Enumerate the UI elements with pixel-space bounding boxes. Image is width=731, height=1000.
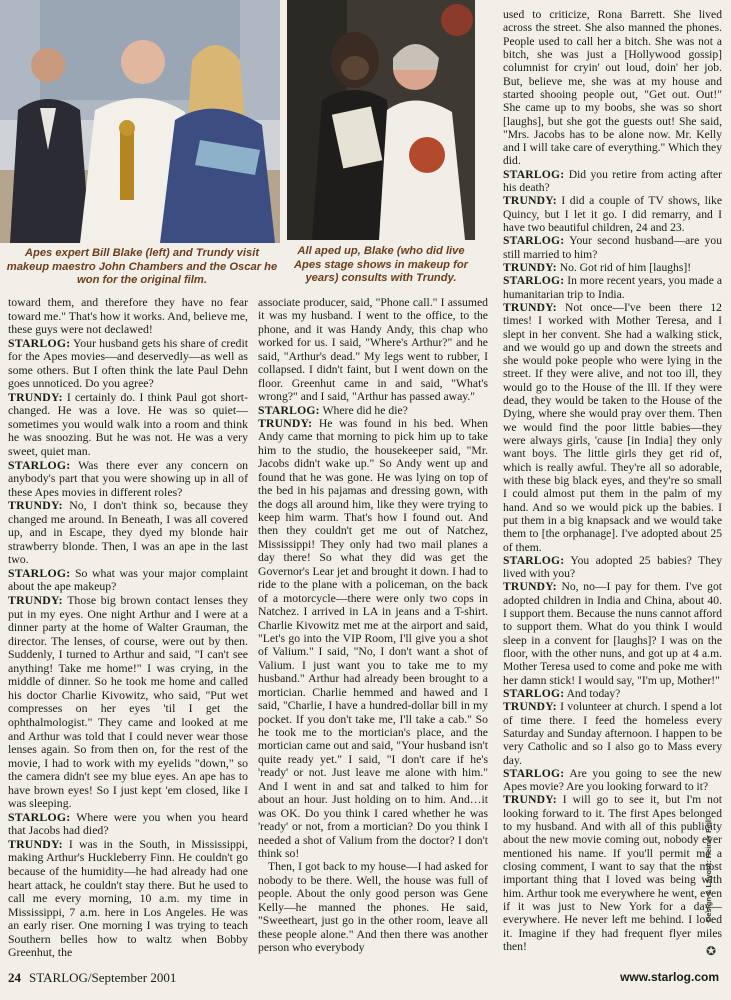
paragraph-text: Then, I got back to my house—I had asked for nobody to be there. Well, the house was full of people. About the only good person was Gene Kelly—he manned the phones. He said, "Sweetheart, just go in the other room, leave all these people alone." And then there was another person who everybody xyxy=(258,860,488,954)
speaker-label: STARLOG: xyxy=(8,809,71,824)
website-url[interactable]: www.starlog.com xyxy=(620,970,719,984)
speaker-label: STARLOG: xyxy=(8,457,71,472)
paragraph-text: I will go to see it, but I'm not looking forward to it. The first Apes belonged to my husband. And with all of this publicity about the new movie coming out, nobody ever mentioned his name. If you'll permit me a closing comment, I want to say that the most important thing that I loved was being with him. Arthur took me everywhere he went, even if it was just to New York for a day—everywhere. He never left me behind. I loved it. Imagine if they had frequent flyer miles then! xyxy=(503,793,722,953)
paragraph-text: Not once—I've been there 12 times! I worked with Mother Teresa, and I slept in her convent. She had a walking stick, and we would go up and down the streets and she would poke people who were lying in the street. If they were alive, and not too ill, they would go to the House of the Ill. If they were dead, they would be taken to the House of the Dying, where she would pray over them. Then we would find the poor little babies—they were always girls, 'cause [in India] they only want boys. The little girls they get rid of, which is really awful. They're all so adorable, with these big black eyes, and they're so small I could almost put them in the palm of my hand. And so we would pick up the babies. I put them in a big knapsack and we would take them to [the orphanage]. I've adopted about 25 of them. xyxy=(503,300,722,554)
article-paragraph xyxy=(503,8,722,168)
paragraph-text: I certainly do. I think Paul got short-changed. He was a love. He was so quiet—sometimes you would walk into a room and think he was snoozing. But he was not. He was a very sweet, quiet man. xyxy=(8,389,248,459)
page-folio xyxy=(8,970,176,986)
article-paragraph xyxy=(258,860,488,954)
paragraph-text: I was in the South, in Mississippi, making Arthur's Huckleberry Finn. He couldn't go because of the humidity—he had already had one heart attack, he couldn't stay there. But he used to call me every morning, 10 a.m. my time in Mississippi, 7 a.m. here in Los Angeles. He was an early riser. One morning I was trying to teach Southern belles how to waltz when Bobby Greenhut, the xyxy=(8,836,248,960)
article-paragraph xyxy=(503,301,722,554)
article-paragraph xyxy=(8,838,248,960)
article-paragraph xyxy=(258,417,488,860)
photo-illustration xyxy=(0,0,280,243)
paragraph-text: Where were you when you heard that Jacobs had died? xyxy=(8,809,248,838)
article-paragraph xyxy=(503,234,722,261)
speaker-label: TRUNDY: xyxy=(258,416,313,430)
article-paragraph xyxy=(503,700,722,767)
article-paragraph xyxy=(8,567,248,594)
paragraph-text: No, no—I pay for them. I've got adopted children in India and China, about 40. I support them. Because the nuns cannot afford to support them. What do you think I would sleep in a convent for [laughs]? I was on the floor, with the other nuns, and got up at 4 a.m. Mother Teresa used to come and poke me with her damn stick! I would say, "I'm up, Mother!" xyxy=(503,580,722,687)
design-credit: Design & Layout: Heiner Feil xyxy=(704,820,713,923)
speaker-label: TRUNDY: xyxy=(503,260,557,274)
article-paragraph xyxy=(503,194,722,234)
speaker-label: TRUNDY: xyxy=(8,836,63,851)
article-paragraph xyxy=(8,459,248,500)
article-paragraph xyxy=(503,687,722,700)
article-paragraph xyxy=(8,499,248,567)
paragraph-text: associate producer, said, "Phone call." I assumed it was my husband. I went to the office, to the phone, and it was Handy Andy, this chap who worked for us. I said, "Where's Arthur?" and he said, "Arthur's dead." My legs went to rubber, I collapsed. I didn't faint, but I went down on the floor. Greenhut came in and said, "What's wrong?" and I said, "Arthur has passed away." xyxy=(258,296,488,404)
speaker-label: STARLOG: xyxy=(503,234,565,248)
paragraph-text: Was there ever any concern on anybody's part that you were showing up in all of these Apes movies in different roles? xyxy=(8,457,248,499)
publication-issue: STARLOG/September 2001 xyxy=(29,970,177,985)
article-paragraph xyxy=(503,554,722,581)
speaker-label: STARLOG: xyxy=(8,565,71,580)
speaker-label: STARLOG: xyxy=(503,766,565,780)
paragraph-text: I volunteer at church. I spend a lot of time there. I feed the homeless every Saturday and Sunday afternoon. I happen to be very Catholic and so I also go to Mass every day. xyxy=(503,700,722,767)
speaker-label: TRUNDY: xyxy=(503,793,557,807)
article-paragraph xyxy=(8,296,248,337)
article-paragraph xyxy=(8,811,248,838)
speaker-label: TRUNDY: xyxy=(8,389,63,404)
paragraph-text: Those big brown contact lenses they put in my eyes. One night Arthur and I were at a dinner party at the home of Walter Grauman, the director. The lenses, of course, were out by then. Suddenly, I turned to Arthur and said, "I can't see anything! Take me home!" I was crying, in the middle of dinner. So he took me home and called his doctor Charlie Kivowitz, who said, "Put wet compresses on her eyes 'til I get the ophthalmologist." They came and looked at me and Arthur was told that I could never wear those lenses again. So from then on, for the rest of the movie, I had to work with my eyelids "down," so the camera didn't see my blue eyes. An ape has to have brown eyes! So I just kept 'em closed, like I was sleeping. xyxy=(8,593,248,811)
paragraph-text: Your husband gets his share of credit for the Apes movies—and deservedly—as well as some others. But I often think the late Paul Dehn goes unnoticed. Do you agree? xyxy=(8,335,249,391)
speaker-label: STARLOG: xyxy=(8,335,71,350)
article-column-2 xyxy=(258,296,488,954)
paragraph-text: So what was your major complaint about the ape makeup? xyxy=(8,565,248,594)
speaker-label: STARLOG: xyxy=(503,553,565,567)
photo-blake-in-ape-makeup xyxy=(287,0,475,240)
paragraph-text: No, I don't think so, because they changed me around. In Beneath, I was all covered up, and in Escape, they dyed my blonde hair strawberry blonde. Then, I was an ape in the last two. xyxy=(8,498,249,567)
article-paragraph xyxy=(503,261,722,274)
article-paragraph xyxy=(8,594,248,811)
speaker-label: TRUNDY: xyxy=(503,580,557,594)
speaker-label: TRUNDY: xyxy=(503,300,557,314)
article-paragraph xyxy=(258,296,488,404)
article-paragraph xyxy=(8,391,248,459)
paragraph-text: No. Got rid of him [laughs]! xyxy=(559,260,692,274)
speaker-label: STARLOG: xyxy=(503,167,565,181)
paragraph-text: used to criticize, Rona Barrett. She lived across the street. She also manned the phones. People used to call her a bitch. She was not a bitch, she was just a [Hollywood gossip] columnist for cryin' out loud, doin' her job. But, believe me, she was at my house and started shooing people out, "Get out. Out!" She came up to my boobs, she was so short [laughs], but she got the guests out! She said, "Mrs. Jacobs has to be alone now. Mr. Kelly and I will take care of everything." Which they did. xyxy=(503,8,722,168)
photo-illustration xyxy=(287,0,475,240)
speaker-label: TRUNDY: xyxy=(8,498,63,513)
article-paragraph xyxy=(503,168,722,195)
article-paragraph xyxy=(258,404,488,417)
speaker-label: TRUNDY: xyxy=(503,194,557,208)
article-paragraph xyxy=(8,337,248,391)
article-paragraph xyxy=(503,580,722,687)
photo-caption-right: All aped up, Blake (who did live Apes stage shows in makeup for years) consults with Trundy. xyxy=(293,245,469,284)
paragraph-text: Your second husband—are you still married to him? xyxy=(503,234,723,261)
article-paragraph xyxy=(503,767,722,794)
paragraph-text: I did a couple of TV shows, like Quincy, but I let it go. I did remarry, and I have two beautiful children, 24 and 23. xyxy=(503,194,722,234)
article-column-1 xyxy=(8,296,248,960)
article-paragraph xyxy=(503,793,722,953)
speaker-label: TRUNDY: xyxy=(8,593,63,608)
paragraph-text: And today? xyxy=(566,686,621,700)
end-of-article-icon: ✪ xyxy=(706,944,717,958)
speaker-label: STARLOG: xyxy=(503,686,565,700)
photo-caption-left: Apes expert Bill Blake (left) and Trundy visit makeup maestro John Chambers and the Oscar he won for the original film. xyxy=(6,247,278,286)
paragraph-text: You adopted 25 babies? They lived with you? xyxy=(503,553,723,581)
paragraph-text: Are you going to see the new Apes movie? Are you looking forward to it? xyxy=(503,766,722,794)
speaker-label: STARLOG: xyxy=(258,403,320,417)
article-paragraph xyxy=(503,274,722,301)
speaker-label: TRUNDY: xyxy=(503,700,557,714)
photo-blake-trundy-chambers xyxy=(0,0,280,243)
paragraph-text: Did you retire from acting after his death? xyxy=(503,167,723,195)
article-column-3 xyxy=(503,8,722,953)
paragraph-text: He was found in his bed. When Andy came that morning to pick him up to take him to the studio, the housekeeper said, "Mr. Jacobs didn't wake up." So Andy went up and found that he was gone. He was lying on top of the bed in his pajamas and dressing gown, with the dogs all around him, like they were trying to keep him warm. That's how I found out. And then they couldn't get me out of Natchez, Mississippi! They only had two mail planes a day there! So what they did was get the Governor's Lear jet and brought it down. I had to ride to the plane with a policeman, on the back of a motorcycle—there were only two cops in Natchez. I arrived in LA in jeans and a T-shirt. Charlie Kivowitz met me at the airport and said, "Let's go into the VIP Room, I'll give you a shot of Valium." I said, "No, I don't want a shot of Valium. I just want you to take me to my husband." Arthur had already been brought to a mortician. Charlie hemmed and hawed and I said, "Charlie, I have a hundred-dollar bill in my pocket. If you don't take me, I'll take a cab." So he took me to the mortician's place, and the mortician came out and said, "Your husband isn't quite ready yet." I said, "I don't care if he's 'ready' or not. Just leave me alone with him." And I went in and sat and talked to him for about an hour. Just holding on to him. And…it was OK. Do you think I cared whether he was 'ready' or not, from a mortician? Do you think I needed a shot of Valium from the doctor? I don't think so! xyxy=(258,416,488,860)
speaker-label: STARLOG: xyxy=(503,274,565,288)
paragraph-text: Where did he die? xyxy=(322,403,408,417)
paragraph-text: In more recent years, you made a humanitarian trip to India. xyxy=(503,274,722,301)
page-number: 24 xyxy=(8,970,21,985)
paragraph-text: toward them, and therefore they have no fear toward me." That's how it works. And, believe me, these guys were not declawed! xyxy=(8,295,248,337)
